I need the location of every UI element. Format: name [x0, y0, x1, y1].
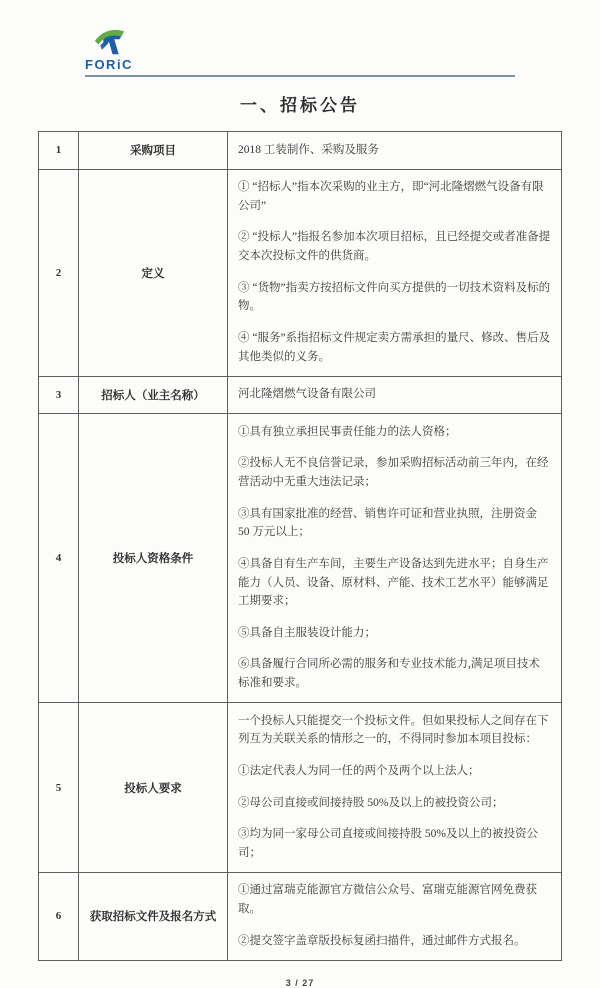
- row-label: 获取招标文件及报名方式: [79, 873, 228, 960]
- paragraph: ③ “货物”指卖方按招标文件向买方提供的一切技术资料及标的物。: [238, 281, 551, 313]
- paragraph: ①具有独立承担民事责任能力的法人资格；: [238, 425, 457, 438]
- table-row-tenderee: [39, 377, 561, 415]
- row-number: 3: [39, 377, 79, 414]
- table-row-document-acquisition: [39, 873, 561, 960]
- row-number: 1: [39, 132, 79, 169]
- paragraph: ② “投标人”指报名参加本次项目招标，且已经提交或者准备提交本次投标文件的供货商。: [238, 231, 551, 262]
- paragraph: ④具备自有生产车间，主要生产设备达到先进水平；自身生产能力（人员、设备、原材料、产能、技术工艺水平）能够满足工期要求；: [238, 557, 549, 608]
- row-content: [228, 414, 561, 702]
- row-label: 采购项目: [79, 132, 228, 169]
- row-number: 6: [39, 873, 79, 960]
- row-content: [228, 170, 561, 376]
- row-content: [228, 703, 561, 872]
- paragraph: ②投标人无不良信誉记录，参加采购招标活动前三年内，在经营活动中无重大违法记录；: [238, 457, 549, 488]
- paragraph: ②提交签字盖章版投标复函扫描件，通过邮件方式报名。: [238, 934, 526, 947]
- page-number: 3 / 27: [285, 977, 315, 988]
- row-content: [228, 377, 561, 414]
- company-logo: [85, 26, 145, 72]
- row-label: 投标人要求: [79, 703, 228, 872]
- paragraph: ②母公司直接或间接持股 50%及以上的被投资公司；: [238, 796, 504, 809]
- row-label: 投标人资格条件: [79, 414, 228, 702]
- paragraph: ⑥具备履行合同所必需的服务和专业技术能力,满足项目技术标准和要求。: [238, 658, 540, 689]
- row-label: 招标人（业主名称）: [79, 377, 228, 414]
- table-row-bidder-qualifications: [39, 414, 561, 703]
- row-content: [228, 132, 561, 169]
- page-header: [0, 0, 600, 77]
- paragraph: 河北隆熠燃气设备有限公司: [238, 388, 376, 401]
- paragraph: 一个投标人只能提交一个投标文件。但如果投标人之间存在下列互为关联关系的情形之一的，不得同时参加本项目投标：: [238, 714, 549, 746]
- row-label: 定义: [79, 170, 228, 376]
- paragraph: ①通过富瑞克能源官方微信公众号、富瑞克能源官网免费获取。: [238, 884, 537, 915]
- table-row-procurement-project: [39, 132, 561, 170]
- paragraph: ① “招标人”指本次采购的业主方，即“河北隆熠燃气设备有限公司”: [238, 181, 544, 212]
- paragraph: ⑤具备自主服装设计能力；: [238, 626, 376, 639]
- header-divider: [85, 75, 515, 77]
- foric-logo-icon: [91, 26, 127, 56]
- logo-text: FORiC: [85, 57, 133, 72]
- announcement-table: [38, 131, 562, 961]
- paragraph: ①法定代表人为同一任的两个及两个以上法人；: [238, 764, 480, 777]
- row-content: [228, 873, 561, 960]
- row-number: 5: [39, 703, 79, 872]
- paragraph: ④ “服务”系指招标文件规定卖方需承担的量尺、修改、售后及其他类似的义务。: [238, 331, 551, 363]
- page-title: 一、招标公告: [240, 96, 360, 115]
- table-row-definitions: [39, 170, 561, 377]
- paragraph: ③均为同一家母公司直接或间接持股 50%及以上的被投资公司；: [238, 828, 538, 859]
- paragraph: ③具有国家批准的经营、销售许可证和营业执照，注册资金 50 万元以上；: [238, 507, 537, 539]
- row-number: 2: [39, 170, 79, 376]
- paragraph: 2018 工装制作、采购及服务: [238, 143, 379, 156]
- row-number: 4: [39, 414, 79, 702]
- table-row-bidder-requirements: [39, 703, 561, 873]
